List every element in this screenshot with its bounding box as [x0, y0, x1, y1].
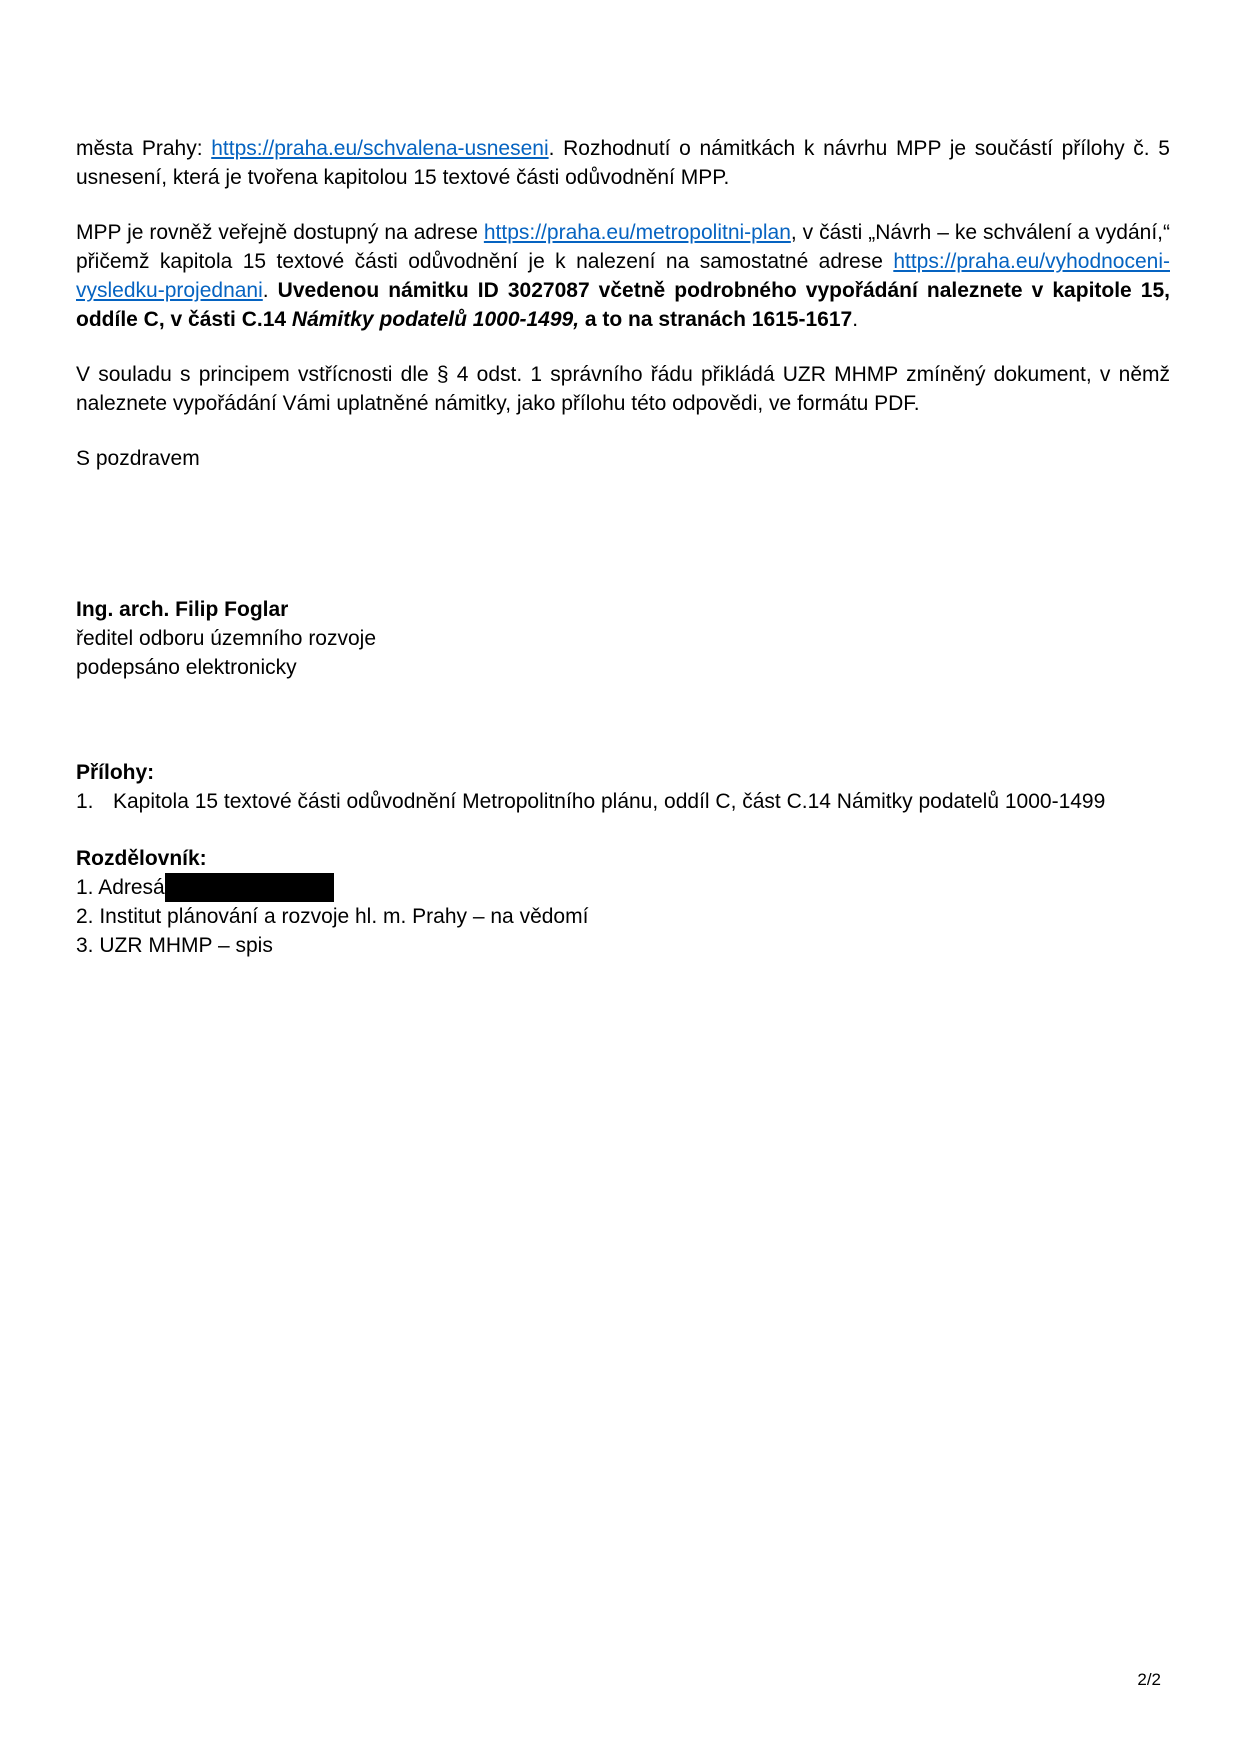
distribution-item-ipr	[76, 902, 1170, 931]
distribution-heading: Rozdělovník:	[76, 847, 207, 870]
distribution-item-file	[76, 931, 1170, 960]
paragraph2-text-end: .	[852, 308, 859, 331]
distribution-item-addressee	[76, 873, 1170, 902]
objection-reference-bold: Uvedenou námitku ID 3027087 včetně podrobného vypořádání naleznete v kapitole 15, oddíle C, v části C.14	[76, 279, 1170, 331]
paragraph1-text-start: města Prahy:	[76, 137, 212, 160]
distribution-item-text: 2. Institut plánování a rozvoje hl. m. Prahy – na vědomí	[76, 905, 589, 928]
paragraph2-text-separator: .	[262, 279, 278, 302]
paragraph2-text-middle: , v části „Návrh – ke schválení a vydání,“ přičemž kapitola 15 textové části odůvodnění je k nalezení na samostatné adrese	[76, 221, 1170, 273]
attachments-list	[76, 787, 1170, 816]
attachment-description: Kapitola 15 textové části odůvodnění Metropolitního plánu, oddíl C, část C.14 Námitky podatelů 1000-1499	[113, 790, 1106, 813]
objection-pages-bold: a to na stranách 1615-1617	[579, 308, 853, 331]
distribution-item-text: 1. Adresá	[76, 876, 165, 899]
signature-block	[76, 595, 1170, 682]
signature-note: podepsáno elektronicky	[76, 656, 297, 679]
link-schvalena-usneseni[interactable]: https://praha.eu/schvalena-usneseni	[211, 137, 549, 160]
signatory-role: ředitel odboru územního rozvoje	[76, 627, 377, 650]
link-vyhodnoceni-vysledku-projednani[interactable]: https://praha.eu/vyhodnoceni-vysledku-projednani	[76, 250, 1170, 302]
signatory-name: Ing. arch. Filip Foglar	[76, 598, 289, 621]
letter-body	[76, 134, 1170, 960]
attachments-section	[76, 758, 1170, 816]
paragraph-resolution-info	[76, 134, 1170, 192]
page-number: 2/2	[1137, 1670, 1161, 1689]
paragraph-attachment-notice	[76, 360, 1170, 418]
link-metropolitni-plan[interactable]: https://praha.eu/metropolitni-plan	[483, 221, 791, 244]
closing-salutation: S pozdravem	[76, 447, 200, 470]
objection-section-title: Námitky podatelů 1000-1499,	[291, 308, 580, 331]
distribution-item-text: 3. UZR MHMP – spis	[76, 934, 273, 957]
attachment-item	[76, 787, 1170, 816]
distribution-list	[76, 873, 1170, 960]
redaction-block	[165, 873, 334, 902]
paragraph2-text-start: MPP je rovněž veřejně dostupný na adrese	[76, 221, 484, 244]
attachments-heading: Přílohy:	[76, 761, 155, 784]
paragraph-mpp-availability	[76, 218, 1170, 334]
attachment-number: 1.	[76, 790, 94, 813]
distribution-section	[76, 844, 1170, 960]
paragraph1-text-end: . Rozhodnutí o námitkách k návrhu MPP je součástí přílohy č. 5 usnesení, která je tvořena kapitolou 15 textové části odůvodnění MPP.	[76, 137, 1170, 189]
paragraph3-text: V souladu s principem vstřícnosti dle § 4 odst. 1 správního řádu přikládá UZR MHMP zmíněný dokument, v němž naleznete vypořádání Vámi uplatněné námitky, jako přílohu této odpovědi, ve formátu PDF.	[76, 363, 1170, 415]
